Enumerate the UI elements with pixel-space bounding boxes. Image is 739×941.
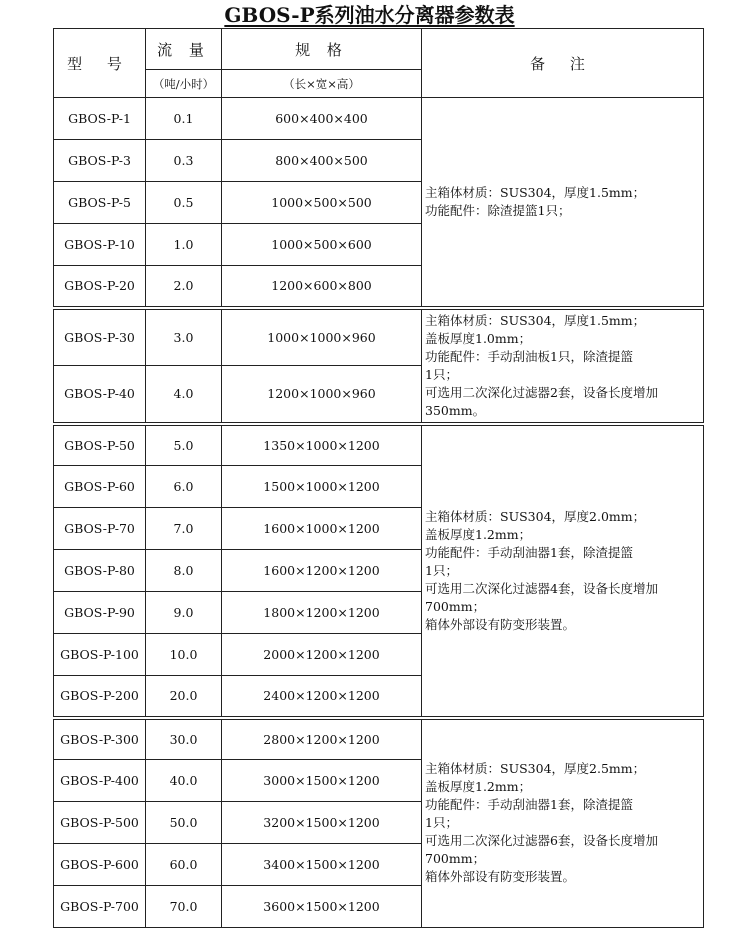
spec-cell: 1000×500×600 xyxy=(222,224,422,266)
spec-cell: 1200×1000×960 xyxy=(222,366,422,424)
flow-unit-header: （吨/小时） xyxy=(146,70,222,98)
model-cell: GBOS-P-80 xyxy=(54,550,146,592)
flow-cell: 6.0 xyxy=(146,466,222,508)
flow-cell: 0.5 xyxy=(146,182,222,224)
table-row xyxy=(54,424,704,466)
model-cell: GBOS-P-70 xyxy=(54,508,146,550)
note-line: 功能配件：手动刮油器1套，除渣提篮 xyxy=(425,797,633,813)
flow-header: 流 量 xyxy=(146,29,222,70)
note-line: 主箱体材质：SUS304，厚度2.5mm； xyxy=(425,761,646,777)
flow-cell: 9.0 xyxy=(146,592,222,634)
model-cell: GBOS-P-700 xyxy=(54,886,146,928)
note-cell xyxy=(422,308,704,424)
note-line: 700mm； xyxy=(425,851,486,867)
model-cell: GBOS-P-20 xyxy=(54,266,146,308)
model-cell: GBOS-P-60 xyxy=(54,466,146,508)
spec-cell: 3000×1500×1200 xyxy=(222,760,422,802)
flow-cell: 50.0 xyxy=(146,802,222,844)
spec-cell: 1600×1200×1200 xyxy=(222,550,422,592)
spec-cell: 1600×1000×1200 xyxy=(222,508,422,550)
flow-cell: 20.0 xyxy=(146,676,222,718)
spec-cell: 3600×1500×1200 xyxy=(222,886,422,928)
note-line: 1只； xyxy=(425,815,458,831)
spec-cell: 2000×1200×1200 xyxy=(222,634,422,676)
note-line: 1只； xyxy=(425,562,458,578)
spec-cell: 1000×1000×960 xyxy=(222,308,422,366)
model-cell: GBOS-P-5 xyxy=(54,182,146,224)
model-cell: GBOS-P-40 xyxy=(54,366,146,424)
model-cell: GBOS-P-500 xyxy=(54,802,146,844)
model-cell: GBOS-P-600 xyxy=(54,844,146,886)
spec-cell: 1500×1000×1200 xyxy=(222,466,422,508)
flow-cell: 7.0 xyxy=(146,508,222,550)
spec-cell: 2400×1200×1200 xyxy=(222,676,422,718)
flow-cell: 70.0 xyxy=(146,886,222,928)
model-cell: GBOS-P-3 xyxy=(54,140,146,182)
spec-header: 规 格 xyxy=(222,29,422,70)
spec-cell: 1350×1000×1200 xyxy=(222,424,422,466)
note-line: 700mm； xyxy=(425,598,486,614)
model-cell: GBOS-P-90 xyxy=(54,592,146,634)
note-cell xyxy=(422,98,704,308)
model-cell: GBOS-P-10 xyxy=(54,224,146,266)
note-line: 功能配件：手动刮油板1只，除渣提篮 xyxy=(425,348,633,364)
model-cell: GBOS-P-400 xyxy=(54,760,146,802)
flow-cell: 10.0 xyxy=(146,634,222,676)
note-line: 350mm。 xyxy=(425,402,486,418)
note-line: 箱体外部设有防变形装置。 xyxy=(425,869,576,885)
spec-unit-header: （长×宽×高） xyxy=(222,70,422,98)
model-cell: GBOS-P-100 xyxy=(54,634,146,676)
spec-cell: 3200×1500×1200 xyxy=(222,802,422,844)
page-title: GBOS-P系列油水分离器参数表 xyxy=(224,3,515,27)
note-line: 功能配件：手动刮油器1套，除渣提篮 xyxy=(425,544,633,560)
note-line: 盖板厚度1.0mm； xyxy=(425,330,532,346)
note-line: 功能配件：除渣提篮1只； xyxy=(425,202,571,218)
spec-cell: 800×400×500 xyxy=(222,140,422,182)
note-line: 盖板厚度1.2mm； xyxy=(425,779,532,795)
model-cell: GBOS-P-300 xyxy=(54,718,146,760)
flow-cell: 4.0 xyxy=(146,366,222,424)
spec-cell: 1000×500×500 xyxy=(222,182,422,224)
note-line: 可选用二次深化过滤器6套，设备长度增加 xyxy=(425,833,658,849)
flow-cell: 60.0 xyxy=(146,844,222,886)
note-line: 主箱体材质：SUS304，厚度1.5mm； xyxy=(425,312,646,328)
note-cell xyxy=(422,718,704,928)
table-row xyxy=(54,308,704,366)
flow-cell: 0.3 xyxy=(146,140,222,182)
spec-cell: 1200×600×800 xyxy=(222,266,422,308)
note-line: 盖板厚度1.2mm； xyxy=(425,526,532,542)
flow-cell: 30.0 xyxy=(146,718,222,760)
flow-cell: 5.0 xyxy=(146,424,222,466)
table-header xyxy=(54,29,704,98)
model-cell: GBOS-P-200 xyxy=(54,676,146,718)
note-line: 1只； xyxy=(425,366,458,382)
spec-cell: 2800×1200×1200 xyxy=(222,718,422,760)
flow-cell: 1.0 xyxy=(146,224,222,266)
note-header: 备 注 xyxy=(422,29,704,98)
model-cell: GBOS-P-30 xyxy=(54,308,146,366)
note-line: 主箱体材质：SUS304，厚度1.5mm； xyxy=(425,184,646,200)
flow-cell: 8.0 xyxy=(146,550,222,592)
note-line: 主箱体材质：SUS304，厚度2.0mm； xyxy=(425,508,646,524)
flow-cell: 0.1 xyxy=(146,98,222,140)
flow-cell: 40.0 xyxy=(146,760,222,802)
table-row xyxy=(54,98,704,140)
spec-table xyxy=(53,28,704,928)
table-row xyxy=(54,718,704,760)
note-line: 箱体外部设有防变形装置。 xyxy=(425,616,576,632)
flow-cell: 3.0 xyxy=(146,308,222,366)
table-body xyxy=(54,98,704,928)
model-cell: GBOS-P-1 xyxy=(54,98,146,140)
note-line: 可选用二次深化过滤器4套，设备长度增加 xyxy=(425,580,658,596)
spec-cell: 1800×1200×1200 xyxy=(222,592,422,634)
note-line: 可选用二次深化过滤器2套，设备长度增加 xyxy=(425,384,658,400)
note-cell xyxy=(422,424,704,718)
spec-cell: 600×400×400 xyxy=(222,98,422,140)
model-cell: GBOS-P-50 xyxy=(54,424,146,466)
spec-cell: 3400×1500×1200 xyxy=(222,844,422,886)
model-header: 型 号 xyxy=(54,29,146,98)
flow-cell: 2.0 xyxy=(146,266,222,308)
